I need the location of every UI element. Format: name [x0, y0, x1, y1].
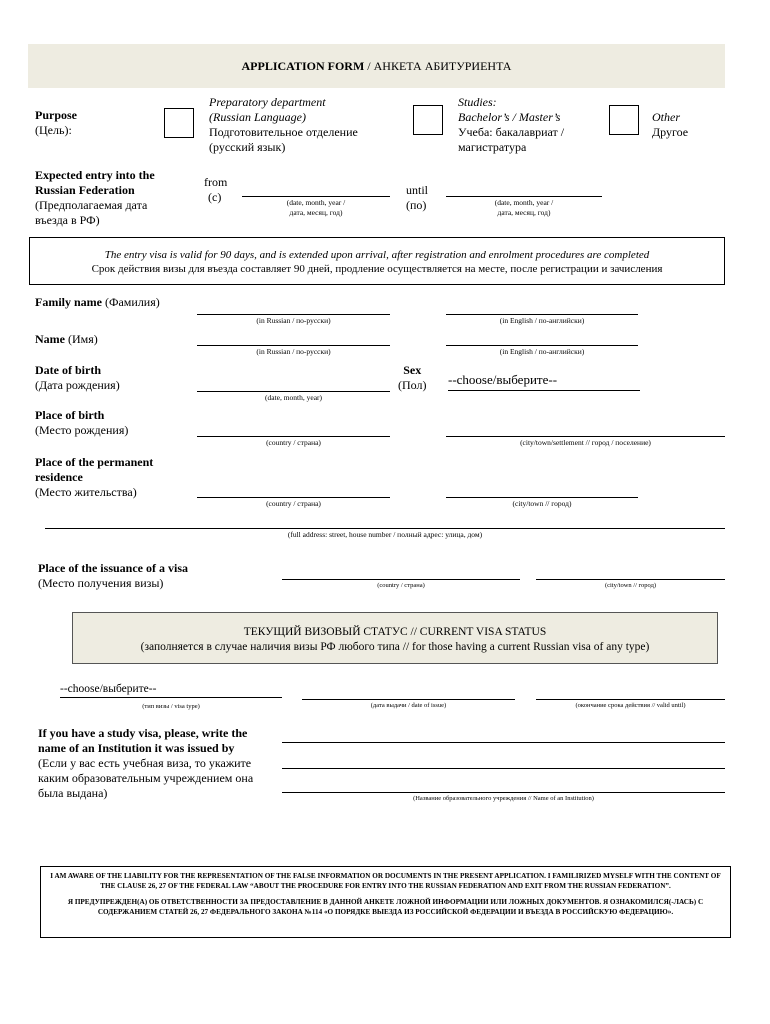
dob-label: Date of birth (Дата рождения): [35, 363, 120, 392]
name-en-caption: (in English / по-английски): [499, 347, 585, 356]
residence-city-caption: (city/town // город): [512, 499, 572, 508]
residence-city-field[interactable]: [446, 497, 638, 498]
visa-valid-until-field[interactable]: [536, 699, 725, 700]
study-visa-label: If you have a study visa, please, write the name of an Institution it was issued by (Если у вас есть учебная виза, то укажите каким образовательным учреждением она была выдана): [38, 726, 254, 800]
residence-country-field[interactable]: [197, 497, 390, 498]
visa-issue-date-caption: (дата выдачи / date of issue): [370, 702, 447, 709]
residence-label: Place of the permanent residence (Место жительства): [35, 455, 154, 499]
place-of-birth-label: Place of birth (Место рождения): [35, 408, 129, 437]
birth-country-field[interactable]: [197, 436, 390, 437]
visa-issuance-label: Place of the issuance of a visa (Место получения визы): [38, 561, 188, 590]
purpose-other-label: Other Другое: [652, 110, 689, 139]
study-visa-institution-caption: (Название образовательного учреждения // Name of an Institution): [413, 795, 594, 802]
family-name-label: Family name (Фамилия): [35, 295, 160, 309]
residence-address-caption: (full address: street, house number / полный адрес: улица, дом): [287, 530, 483, 539]
study-visa-institution-field-3[interactable]: [282, 792, 725, 793]
form-title: APPLICATION FORM / АНКЕТА АБИТУРИЕНТА: [28, 44, 725, 88]
family-name-en-caption: (in English / по-английски): [499, 316, 585, 325]
purpose-label: Purpose (Цель):: [35, 108, 77, 137]
visa-issuance-city-caption: (city/town // город): [604, 582, 657, 589]
name-label: Name (Имя): [35, 332, 98, 346]
liability-declaration: [40, 866, 731, 938]
visa-issuance-country-field[interactable]: [282, 579, 520, 580]
family-name-en-field[interactable]: [446, 314, 638, 315]
purpose-preparatory-label: Preparatory department (Russian Language) Подготовительное отделение (русский язык): [209, 95, 358, 154]
sex-label: Sex (Пол): [398, 363, 427, 392]
entry-until-label: until (по): [406, 183, 429, 212]
residence-country-caption: (country / страна): [266, 499, 321, 508]
visa-valid-until-caption: (окончание срока действия // valid until): [575, 702, 686, 709]
name-ru-field[interactable]: [197, 345, 390, 346]
declaration-ru: Я ПРЕДУПРЕЖДЕН(А) ОБ ОТВЕТСТВЕННОСТИ ЗА ПРЕДОСТАВЛЕНИЕ В ДАННОЙ АНКЕТЕ ЛОЖНОЙ ИНФОРМАЦИИ ИЛИ ЛОЖНЫХ ДОКУМЕНТОВ. Я ОЗНАКОМИЛСЯ(-ЛАСЬ) С СОДЕРЖАНИЕМ СТАТЕЙ 26, 27 ФЕДЕРАЛЬНОГО ЗАКОНА №114 «О ПОРЯДКЕ ВЫЕЗДА ИЗ РОССИЙСКОЙ ФЕДЕРАЦИИ И ВЪЕЗДА В РОССИЙСКУЮ ФЕДЕРАЦИЮ».: [67, 898, 704, 916]
entry-from-caption: (date, month, year / дата, месяц, год): [286, 198, 346, 217]
birth-country-caption: (country / страна): [266, 438, 321, 447]
title-en: APPLICATION FORM: [241, 58, 365, 73]
birth-city-field[interactable]: [446, 436, 725, 437]
entry-label: Expected entry into the Russian Federation (Предполагаемая дата въезда в РФ): [35, 168, 155, 227]
purpose-other-checkbox[interactable]: [609, 105, 639, 135]
visa-issuance-city-field[interactable]: [536, 579, 725, 580]
sex-select[interactable]: --choose/выберите--: [448, 372, 640, 391]
dob-caption: (date, month, year): [264, 393, 323, 402]
purpose-preparatory-checkbox[interactable]: [164, 108, 194, 138]
name-ru-caption: (in Russian / по-русски): [256, 347, 331, 356]
visa-type-select[interactable]: --choose/выберите--: [60, 683, 282, 698]
study-visa-institution-field-2[interactable]: [282, 768, 725, 769]
family-name-ru-field[interactable]: [197, 314, 390, 315]
visa-issuance-country-caption: (country / страна): [377, 582, 425, 589]
declaration-en: I AM AWARE OF THE LIABILITY FOR THE REPRESENTATION OF THE FALSE INFORMATION OR DOCUMENTS IN THE PRESENT APPLICATION. I FAMILIRIZED MYSELF WITH THE CONTENT OF THE CLAUSE 26, 27 OF THE FEDERAL LAW “ABOUT THE PROCEDURE FOR ENTRY INTO THE RUSSIAN FEDERATION AND EXIT FROM THE RUSSIAN FEDERATION”.: [50, 872, 721, 890]
dob-field[interactable]: [197, 391, 390, 392]
entry-from-label: from (с): [204, 175, 228, 204]
title-ru: АНКЕТА АБИТУРИЕНТА: [373, 58, 512, 73]
entry-until-caption: (date, month, year / дата, месяц, год): [494, 198, 554, 217]
visa-issue-date-field[interactable]: [302, 699, 515, 700]
name-en-field[interactable]: [446, 345, 638, 346]
family-name-ru-caption: (in Russian / по-русски): [256, 316, 331, 325]
birth-city-caption: (city/town/settlement // город / поселение): [520, 438, 651, 447]
visa-validity-notice: The entry visa is valid for 90 days, and is extended upon arrival, after registration and enrolment procedures are completed Срок действия визы для въезда составляет 90 дней, продление осуществляется на месте, после регистрации и зачисления: [29, 237, 725, 285]
residence-address-field[interactable]: [45, 528, 725, 529]
visa-type-caption: (тип визы / visa type): [142, 703, 200, 710]
visa-status-box: [72, 612, 718, 664]
entry-from-field[interactable]: [242, 196, 390, 197]
entry-until-field[interactable]: [446, 196, 602, 197]
visa-status-subtitle: (заполняется в случае наличия визы РФ любого типа // for those having a current Russian visa of any type): [140, 641, 650, 653]
study-visa-institution-field-1[interactable]: [282, 742, 725, 743]
visa-status-title: ТЕКУЩИЙ ВИЗОВЫЙ СТАТУС // CURRENT VISA STATUS: [243, 626, 547, 638]
purpose-studies-label: Studies: Bachelor’s / Master’s Учеба: бакалавриат / магистратура: [458, 95, 565, 154]
purpose-studies-checkbox[interactable]: [413, 105, 443, 135]
